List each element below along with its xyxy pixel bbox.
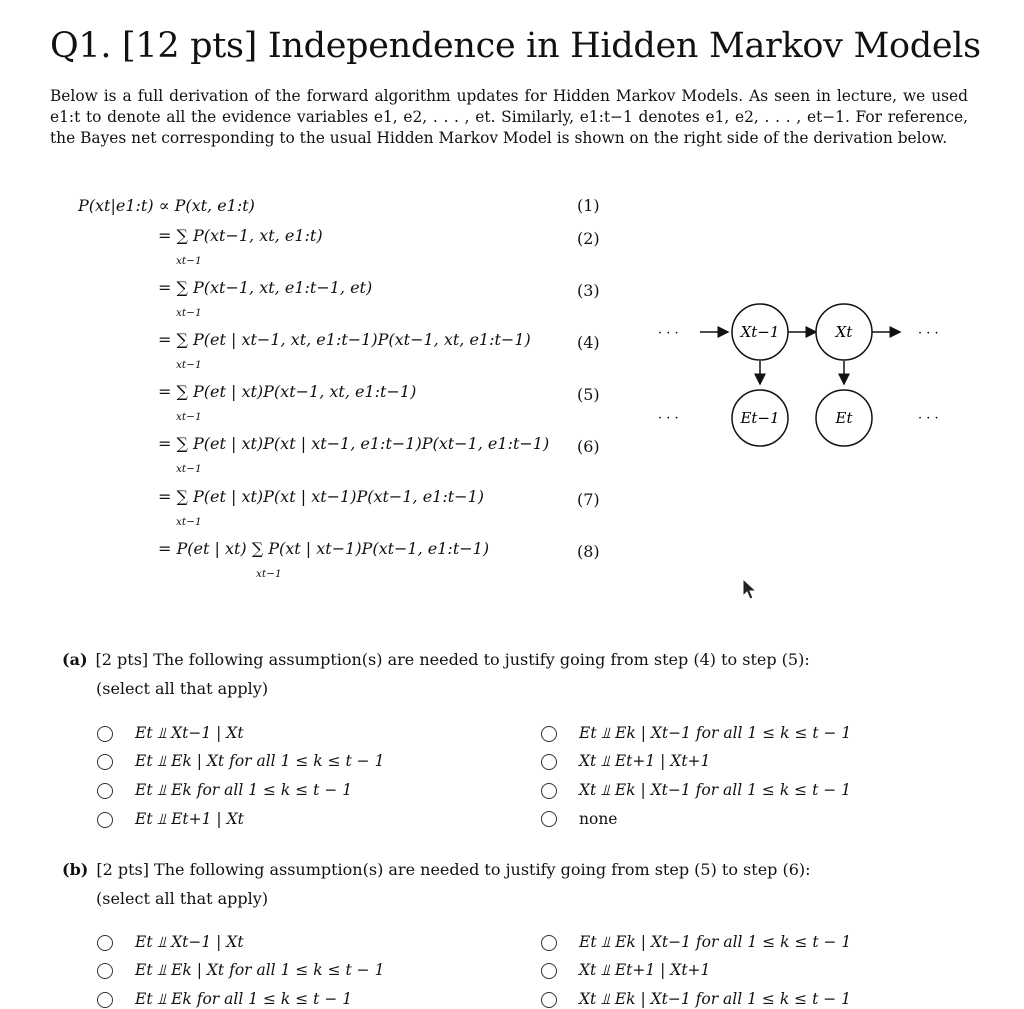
eq-step-8: = P(et | xt) ∑ P(xt | xt−1)P(xt−1, e1:t−1) <box>158 539 490 558</box>
option-a-right-1[interactable]: Et ⫫ Ek | Xt−1 for all 1 ≤ k ≤ t − 1 <box>541 724 851 743</box>
sum-subscript: xt−1 <box>176 359 202 371</box>
option-b-left-3[interactable]: Et ⫫ Ek for all 1 ≤ k ≤ t − 1 <box>97 990 352 1009</box>
question-title: Q1. [12 pts] Independence in Hidden Markov Models <box>50 26 981 66</box>
option-a-left-4[interactable]: Et ⫫ Et+1 | Xt <box>97 810 244 829</box>
eq-number-1: (1) <box>577 196 600 215</box>
radio-button[interactable] <box>97 935 113 951</box>
part-a-prompt: (a) [2 pts] The following assumption(s) are needed to justify going from step (4) to step (5): <box>62 650 810 669</box>
part-b-note: (select all that apply) <box>96 889 269 908</box>
eq-step-7: = ∑ P(et | xt)P(xt | xt−1)P(xt−1, e1:t−1) <box>158 487 484 506</box>
radio-button[interactable] <box>97 726 113 742</box>
sum-subscript: xt−1 <box>176 411 202 423</box>
eq-number-2: (2) <box>577 229 600 248</box>
derivation-lhs: P(xt|e1:t) ∝ P(xt, e1:t) <box>78 196 255 215</box>
sum-subscript: xt−1 <box>176 307 202 319</box>
ellipsis-left-bottom: · · · <box>658 411 679 426</box>
radio-button[interactable] <box>97 754 113 770</box>
option-b-right-3[interactable]: Xt ⫫ Ek | Xt−1 for all 1 ≤ k ≤ t − 1 <box>541 990 851 1009</box>
option-a-left-1[interactable]: Et ⫫ Xt−1 | Xt <box>97 724 244 743</box>
radio-button[interactable] <box>541 726 557 742</box>
option-b-left-1[interactable]: Et ⫫ Xt−1 | Xt <box>97 933 244 952</box>
radio-button[interactable] <box>541 935 557 951</box>
sum-subscript: xt−1 <box>176 255 202 267</box>
eq-step-3: = ∑ P(xt−1, xt, e1:t−1, et) <box>158 278 373 297</box>
ellipsis-right-top: · · · <box>918 326 939 341</box>
eq-number-4: (4) <box>577 333 600 352</box>
radio-button[interactable] <box>541 754 557 770</box>
sum-subscript: xt−1 <box>176 516 202 528</box>
eq-step-6: = ∑ P(et | xt)P(xt | xt−1, e1:t−1)P(xt−1, e1:t−1) <box>158 434 550 453</box>
option-a-right-2[interactable]: Xt ⫫ Et+1 | Xt+1 <box>541 752 710 771</box>
part-b-prompt: (b) [2 pts] The following assumption(s) are needed to justify going from step (5) to step (6): <box>62 860 811 879</box>
radio-button[interactable] <box>541 963 557 979</box>
option-b-left-2[interactable]: Et ⫫ Ek | Xt for all 1 ≤ k ≤ t − 1 <box>97 961 384 980</box>
radio-button[interactable] <box>541 992 557 1008</box>
radio-button[interactable] <box>97 812 113 828</box>
ellipsis-left-top: · · · <box>658 326 679 341</box>
node-label-e-prev: Et−1 <box>740 409 780 427</box>
radio-button[interactable] <box>541 783 557 799</box>
eq-number-3: (3) <box>577 281 600 300</box>
sum-subscript: xt−1 <box>176 463 202 475</box>
option-b-right-2[interactable]: Xt ⫫ Et+1 | Xt+1 <box>541 961 710 980</box>
radio-button[interactable] <box>97 783 113 799</box>
mouse-cursor-icon <box>741 578 759 602</box>
option-b-right-1[interactable]: Et ⫫ Ek | Xt−1 for all 1 ≤ k ≤ t − 1 <box>541 933 851 952</box>
option-a-left-3[interactable]: Et ⫫ Ek for all 1 ≤ k ≤ t − 1 <box>97 781 352 800</box>
node-label-x-prev: Xt−1 <box>740 323 780 341</box>
eq-number-8: (8) <box>577 542 600 561</box>
intro-paragraph: Below is a full derivation of the forward algorithm updates for Hidden Markov Models. As seen in lecture, we used e1:t to denote all the evidence variables e1, e2, . . . , et. Similarly, e1:t−1 denotes e1, e2, . . . , et−1. For reference, the Bayes net corresponding to the usual Hidden Markov Model is shown on the right side of the derivation below. <box>50 87 968 147</box>
ellipsis-right-bottom: · · · <box>918 411 939 426</box>
radio-button[interactable] <box>97 963 113 979</box>
eq-step-4: = ∑ P(et | xt−1, xt, e1:t−1)P(xt−1, xt, e1:t−1) <box>158 330 531 349</box>
hmm-bayes-net-diagram <box>650 295 950 460</box>
eq-number-5: (5) <box>577 385 600 404</box>
node-label-e-t: Et <box>835 409 853 427</box>
radio-button[interactable] <box>97 992 113 1008</box>
node-label-x-t: Xt <box>835 323 853 341</box>
part-a-note: (select all that apply) <box>96 679 269 698</box>
eq-number-6: (6) <box>577 437 600 456</box>
option-a-left-2[interactable]: Et ⫫ Ek | Xt for all 1 ≤ k ≤ t − 1 <box>97 752 384 771</box>
option-a-right-3[interactable]: Xt ⫫ Ek | Xt−1 for all 1 ≤ k ≤ t − 1 <box>541 781 851 800</box>
eq-step-2: = ∑ P(xt−1, xt, e1:t) <box>158 226 323 245</box>
sum-subscript: xt−1 <box>256 568 282 580</box>
option-a-none[interactable]: none <box>541 810 617 828</box>
eq-step-5: = ∑ P(et | xt)P(xt−1, xt, e1:t−1) <box>158 382 417 401</box>
eq-number-7: (7) <box>577 490 600 509</box>
radio-button[interactable] <box>541 811 557 827</box>
